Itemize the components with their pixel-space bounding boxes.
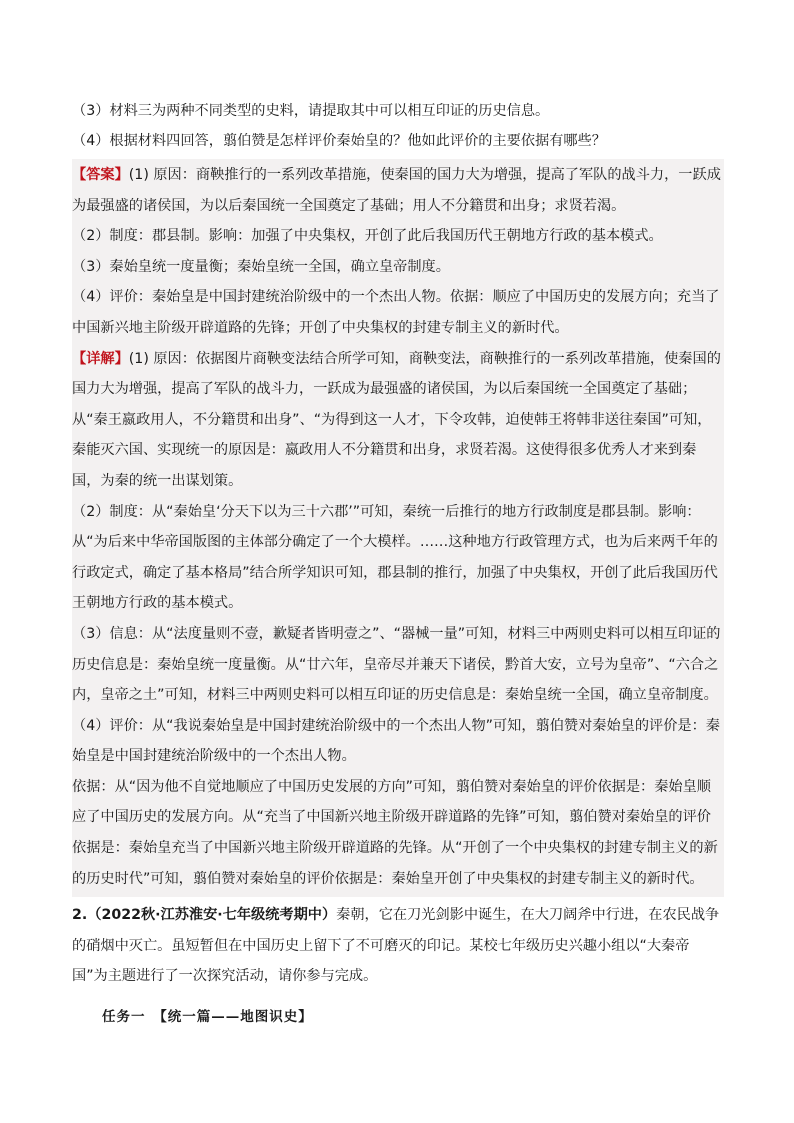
answer-p4: （4）评价：秦始皇是中国封建统治阶级中的一个杰出人物。依据：顺应了中国历史的发展方向；充当了中国新兴地主阶级开辟道路的先锋；开创了中央集权的封建专制主义的新时代。: [72, 289, 720, 336]
answer-p2: （2）制度：郡县制。影响：加强了中央集权，开创了此后我国历代王朝地方行政的基本模式。: [72, 228, 663, 245]
question-source: （2022秋·江苏淮安·七年级统考期中）: [87, 907, 337, 924]
answer-tag: 【答案】: [72, 167, 129, 183]
detail-p5: 依据：从“因为他不自觉地顺应了中国历史发展的方向”可知，翦伯赞对秦始皇的评价依据是：秦始皇顺应了中国历史的发展方向。从“充当了中国新兴地主阶级开辟道路的先锋”可知，翦伯赞对秦始皇的评价依据是：秦始皇充当了中国新兴地主阶级开辟道路的先锋。从“开创了一个中央集权的封建专制主义的新的历史时代”可知，翦伯赞对秦始皇的评价依据是：秦始皇开创了中央集权的封建专制主义的新时代。: [72, 778, 718, 887]
answer-p3: （3）秦始皇统一度量衡；秦始皇统一全国，确立皇帝制度。: [72, 258, 450, 275]
detail-tag: 【详解】: [72, 350, 129, 367]
question-3: （3）材料三为两种不同类型的史料，请提取其中可以相互印证的历史信息。: [72, 103, 550, 119]
question-2: 2.（2022秋·江苏淮安·七年级统考期中）秦朝，它在刀光剑影中诞生，在大刀阔斧中行进，在农民战争的硝烟中灭亡。虽短暂但在中国历史上留下了不可磨灭的印记。某校七年级历史兴趣小组以“大秦帝国”为主题进行了一次探究活动，请你参与完成。: [72, 907, 720, 985]
detail-p3: （3）信息：从“法度量则不壹，歉疑者皆明壹之”、“器械一量”可知，材料三中两则史料可以相互印证的历史信息是：秦始皇统一度量衡。从“廿六年，皇帝尽并兼天下诸侯，黔首大安，立号为皇帝”、“六合之内，皇帝之土”可知，材料三中两则史料可以相互印证的历史信息是：秦始皇统一全国，确立皇帝制度。: [72, 625, 721, 704]
question-4: （4）根据材料四回答，翦伯赞是怎样评价秦始皇的？他如此评价的主要依据有哪些？: [72, 133, 606, 149]
task-1-heading: 任务一 【统一篇——地图识史】: [102, 1009, 313, 1026]
detail-p2: （2）制度：从“秦始皇‘分天下以为三十六郡’”可知，秦统一后推行的地方行政制度是郡县制。影响：从“为后来中华帝国版图的主体部分确定了一个大模样。……这种地方行政管理方式，也为后来两千年的行政定式，确定了基本格局”结合所学知识可知，郡县制的推行，加强了中央集权，开创了此后我国历代王朝地方行政的基本模式。: [72, 503, 718, 612]
content: [72, 96, 724, 1032]
detail-p1: 【详解】(1) 原因：依据图片商鞅变法结合所学可知，商鞅变法，商鞅推行的一系列改革措施，使秦国的国力大为增强，提高了军队的战斗力，一跃成为最强盛的诸侯国，为以后秦国统一全国奠定了基础；从“秦王嬴政用人，不分籍贯和出身”、“为得到这一人才，下令攻韩，迫使韩王将韩非送往秦国”可知，秦能灭六国、实现统一的原因是：嬴政用人不分籍贯和出身，求贤若渴。这使得很多优秀人才来到秦国，为秦的统一出谋划策。: [72, 350, 721, 489]
answer-block: [72, 159, 724, 897]
detail-p4: （4）评价：从“我说秦始皇是中国封建统治阶级中的一个杰出人物”可知，翦伯赞对秦始皇的评价是：秦始皇是中国封建统治阶级中的一个杰出人物。: [72, 717, 720, 765]
answer-p1: 【答案】(1) 原因：商鞅推行的一系列改革措施，使秦国的国力大为增强，提高了军队的战斗力，一跃成为最强盛的诸侯国，为以后秦国统一全国奠定了基础；用人不分籍贯和出身；求贤若渴。: [72, 167, 721, 214]
